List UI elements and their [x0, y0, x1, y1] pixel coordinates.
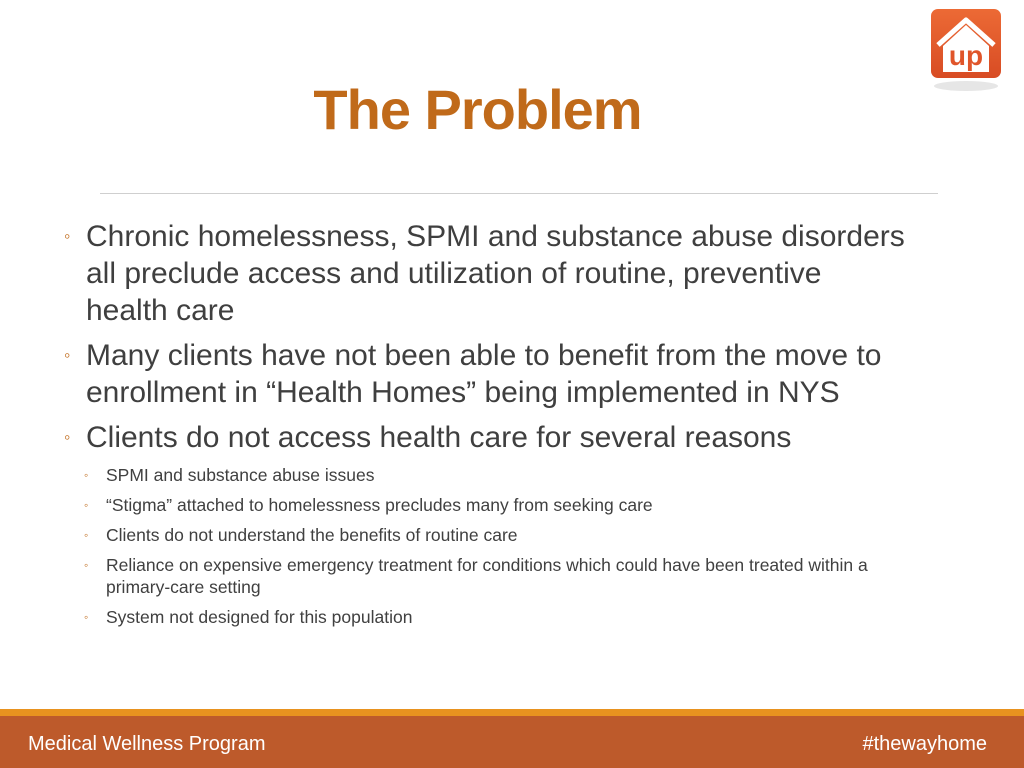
sub-bullet-text: Clients do not understand the benefits of routine care [106, 525, 518, 545]
bullet-text: Clients do not access health care for several reasons [86, 421, 792, 454]
bullet-marker-icon: ◦ [64, 427, 71, 447]
bullet-text: Many clients have not been able to benefit from the move to enrollment in “Health Homes” being implemented in NYS [86, 339, 882, 409]
footer-program-name: Medical Wellness Program [28, 733, 266, 755]
logo-text: up [948, 40, 984, 71]
sub-bullet-marker-icon: ◦ [84, 498, 89, 512]
sub-bullet-text: Reliance on expensive emergency treatment for conditions which could have been treated within a primary-care setting [106, 555, 868, 597]
sub-bullet-item [60, 494, 910, 516]
sub-bullet-marker-icon: ◦ [84, 468, 89, 482]
slide-body [60, 218, 910, 636]
bullet-item [60, 218, 910, 329]
sub-bullet-marker-icon: ◦ [84, 558, 89, 572]
sub-bullet-marker-icon: ◦ [84, 610, 89, 624]
sub-bullet-item [60, 524, 910, 546]
bullet-text: Chronic homelessness, SPMI and substance abuse disorders all preclude access and utilization of routine, preventive health care [86, 220, 905, 327]
sub-bullet-item [60, 464, 910, 486]
sub-bullet-list [60, 464, 910, 628]
sub-bullet-text: System not designed for this population [106, 607, 413, 627]
sub-bullet-text: SPMI and substance abuse issues [106, 465, 375, 485]
bullet-item [60, 419, 910, 456]
bullet-marker-icon: ◦ [64, 226, 71, 246]
footer-bar [0, 716, 1024, 768]
bullet-item [60, 337, 910, 411]
sub-bullet-item [60, 606, 910, 628]
footer-accent-strip [0, 709, 1024, 716]
bullet-marker-icon: ◦ [64, 345, 71, 365]
title-divider [100, 193, 938, 194]
sub-bullet-item [60, 554, 910, 598]
sub-bullet-text: “Stigma” attached to homelessness precludes many from seeking care [106, 495, 653, 515]
footer-hashtag: #thewayhome [862, 733, 987, 755]
slide-title: The Problem [313, 78, 642, 141]
sub-bullet-marker-icon: ◦ [84, 528, 89, 542]
